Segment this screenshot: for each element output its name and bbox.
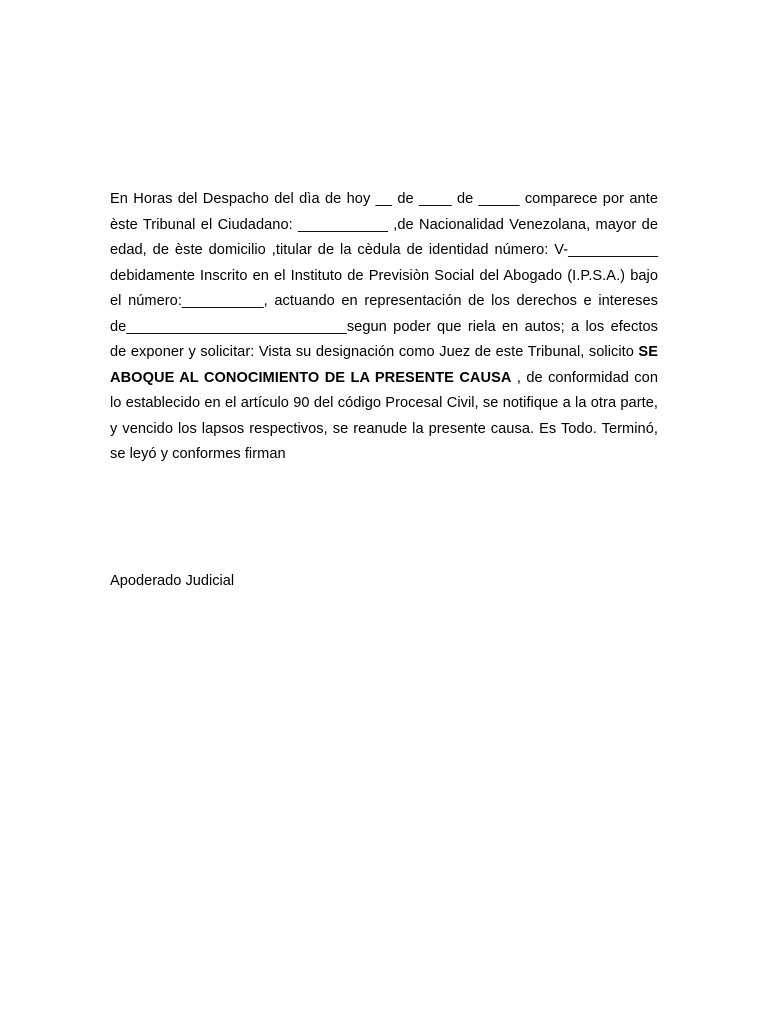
paragraph-text-after-bold: , de conformidad con lo establecido en el artículo 90 del código Procesal Civil, se notifique a la otra parte, y vencido los lapsos respectivos, se reanude la presente causa. Es Todo. Terminó, se leyó y conformes firman — [110, 369, 658, 462]
paragraph-bold-request: SE ABOQUE AL CONOCIMIENTO DE LA PRESENTE CAUSA — [110, 344, 658, 386]
body-paragraph — [110, 187, 658, 468]
signature-label: Apoderado Judicial — [110, 573, 235, 589]
paragraph-text-before-bold: En Horas del Despacho del dìa de hoy __ de ____ de _____ comparece por ante èste Tribunal el Ciudadano: ___________ ,de Nacionalidad Venezolana, mayor de edad, de èste domicilio ,titular de la cèdula de identidad número: V-___________ debidamente Inscrito en el Instituto de Previsiòn Social del Abogado (I.P.S.A.) bajo el número:__________, actuando en representación de los derechos e intereses de___________________________segun poder que riela en autos; a los efectos de exponer y solicitar: Vista su designación como Juez de este Tribunal, solicito — [110, 191, 658, 360]
